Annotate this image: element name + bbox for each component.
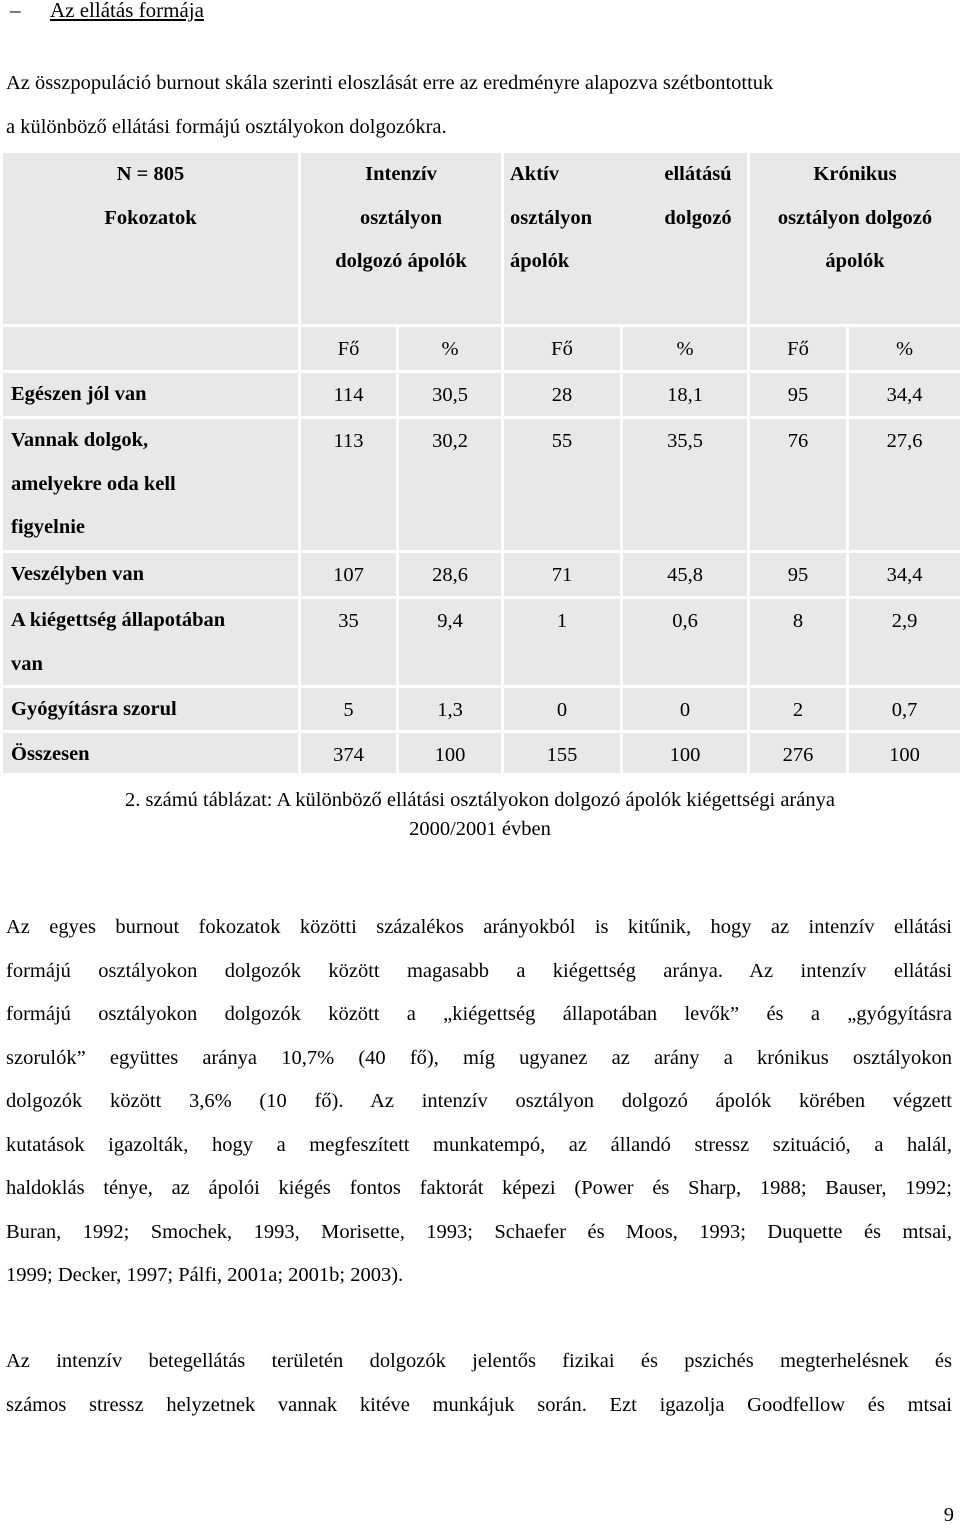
subheader-cell: Fő (750, 327, 846, 370)
section-heading (10, 0, 204, 23)
table-cell: 34,4 (849, 373, 960, 416)
subheader-blank (3, 327, 298, 370)
header-line: Intenzív (365, 163, 437, 185)
paragraph-line: formájú osztályokon dolgozók között a „kiégettség állapotában levők” és a „gyógyításra (6, 1003, 952, 1025)
subheader-cell: Fő (504, 327, 620, 370)
subheader-cell: % (849, 327, 960, 370)
header-line: Aktív (510, 163, 559, 185)
header-line: ápolók (510, 250, 570, 272)
table-cell: 55 (504, 419, 620, 550)
paragraph-line: Buran, 1992; Smochek, 1993, Morisette, 1993; Schaefer és Moos, 1993; Duquette és mtsai, (6, 1220, 952, 1243)
paragraph-line: 1999; Decker, 1997; Pálfi, 2001a; 2001b; 2003). (6, 1264, 404, 1286)
heading-title: Az ellátás formája (50, 0, 204, 22)
paragraph-line: haldoklás ténye, az ápolói kiégés fontos faktorát képezi (Power és Sharp, 1988; Bauser, 1992; (6, 1177, 952, 1199)
row-label: Egészen jól van (3, 373, 298, 416)
row-label (3, 419, 298, 550)
body-paragraph-2 (6, 1340, 952, 1427)
header-line: osztályon (510, 206, 592, 229)
body-paragraph-1 (6, 906, 952, 1298)
intro-paragraph (6, 62, 956, 149)
header-line: osztályon (360, 206, 442, 229)
table-header-ellatasu (648, 153, 748, 240)
table-cell: 100 (399, 733, 501, 773)
table-cell: 374 (301, 733, 396, 773)
table-cell: 30,2 (399, 419, 501, 550)
row-label-line: amelyekre oda kell (11, 472, 176, 495)
row-label-line: Vannak dolgok, (11, 429, 149, 451)
table-header-fokozatok (3, 153, 298, 324)
table-cell: 18,1 (623, 373, 747, 416)
paragraph-line: számos stressz helyzetnek vannak kitéve munkájuk során. Ezt igazolja Goodfellow és mtsai (6, 1393, 952, 1416)
table-header-kronikus (750, 153, 960, 324)
row-label: Összesen (3, 733, 298, 773)
table-cell: 8 (750, 599, 846, 685)
table-header-intenziv (301, 153, 501, 324)
row-label-line: figyelnie (11, 516, 86, 538)
caption-line: 2. számú táblázat: A különböző ellátási osztályokon dolgozó ápolók kiégettségi aránya (125, 789, 835, 811)
subheader-cell: Fő (301, 327, 396, 370)
table-cell: 27,6 (849, 419, 960, 550)
paragraph-line: kutatások igazolták, hogy a megfeszített munkatempó, az állandó stressz szituáció, a halál, (6, 1133, 952, 1156)
heading-dash: – (10, 0, 21, 22)
row-label: Veszélyben van (3, 553, 298, 596)
paragraph-line: Az intenzív betegellátás területén dolgozók jelentős fizikai és pszichés megterhelésnek és (6, 1350, 952, 1372)
table-cell: 113 (301, 419, 396, 550)
table-cell: 0 (623, 688, 747, 730)
row-label-line: A kiégettség állapotában (11, 609, 226, 631)
header-line: osztályon dolgozó (777, 206, 933, 229)
header-line: Fokozatok (104, 206, 197, 229)
table-cell: 0 (504, 688, 620, 730)
paragraph-line: dolgozók között 3,6% (10 fő). Az intenzív osztályon dolgozó ápolók körében végzett (6, 1090, 952, 1112)
table-cell: 107 (301, 553, 396, 596)
table-cell: 1,3 (399, 688, 501, 730)
table-cell: 9,4 (399, 599, 501, 685)
table-cell: 76 (750, 419, 846, 550)
table-cell: 0,7 (849, 688, 960, 730)
table-cell: 1 (504, 599, 620, 685)
row-label (3, 599, 298, 685)
table-cell: 35 (301, 599, 396, 685)
table-cell: 0,6 (623, 599, 747, 685)
table-caption (20, 786, 940, 844)
row-label: Gyógyításra szorul (3, 688, 298, 730)
table-cell: 45,8 (623, 553, 747, 596)
table-cell: 2 (750, 688, 846, 730)
table-cell: 5 (301, 688, 396, 730)
intro-line: a különböző ellátási formájú osztályokon dolgozókra. (6, 115, 447, 138)
header-line: N = 805 (116, 163, 185, 185)
header-line: dolgozó (664, 206, 732, 229)
table-cell: 276 (750, 733, 846, 773)
paragraph-line: szorulók” együttes aránya 10,7% (40 fő), míg ugyanez az arány a krónikus osztályokon (6, 1046, 952, 1069)
table-cell: 28,6 (399, 553, 501, 596)
table-cell: 100 (849, 733, 960, 773)
table-cell: 155 (504, 733, 620, 773)
paragraph-line: formájú osztályokon dolgozók között magasabb a kiégettség aránya. Az intenzív ellátási (6, 959, 952, 982)
header-line: ellátású (664, 163, 732, 185)
header-line: ápolók (825, 250, 885, 272)
caption-line: 2000/2001 évben (409, 818, 551, 840)
table-cell: 95 (750, 373, 846, 416)
table-cell: 2,9 (849, 599, 960, 685)
table-cell: 95 (750, 553, 846, 596)
page-number: 9 (943, 1504, 954, 1526)
burnout-table (3, 153, 960, 773)
header-line: Krónikus (813, 163, 897, 185)
intro-line: Az összpopuláció burnout skála szerinti eloszlását erre az eredményre alapozva szétbontottuk (6, 72, 774, 94)
subheader-cell: % (623, 327, 747, 370)
table-cell: 100 (623, 733, 747, 773)
table-cell: 71 (504, 553, 620, 596)
paragraph-line: Az egyes burnout fokozatok közötti százalékos arányokból is kitűnik, hogy az intenzív ellátási (6, 916, 952, 938)
row-label-line: van (11, 652, 43, 675)
table-cell: 28 (504, 373, 620, 416)
header-line: dolgozó ápolók (335, 250, 467, 272)
table-cell: 114 (301, 373, 396, 416)
table-cell: 34,4 (849, 553, 960, 596)
subheader-cell: % (399, 327, 501, 370)
table-cell: 35,5 (623, 419, 747, 550)
table-cell: 30,5 (399, 373, 501, 416)
